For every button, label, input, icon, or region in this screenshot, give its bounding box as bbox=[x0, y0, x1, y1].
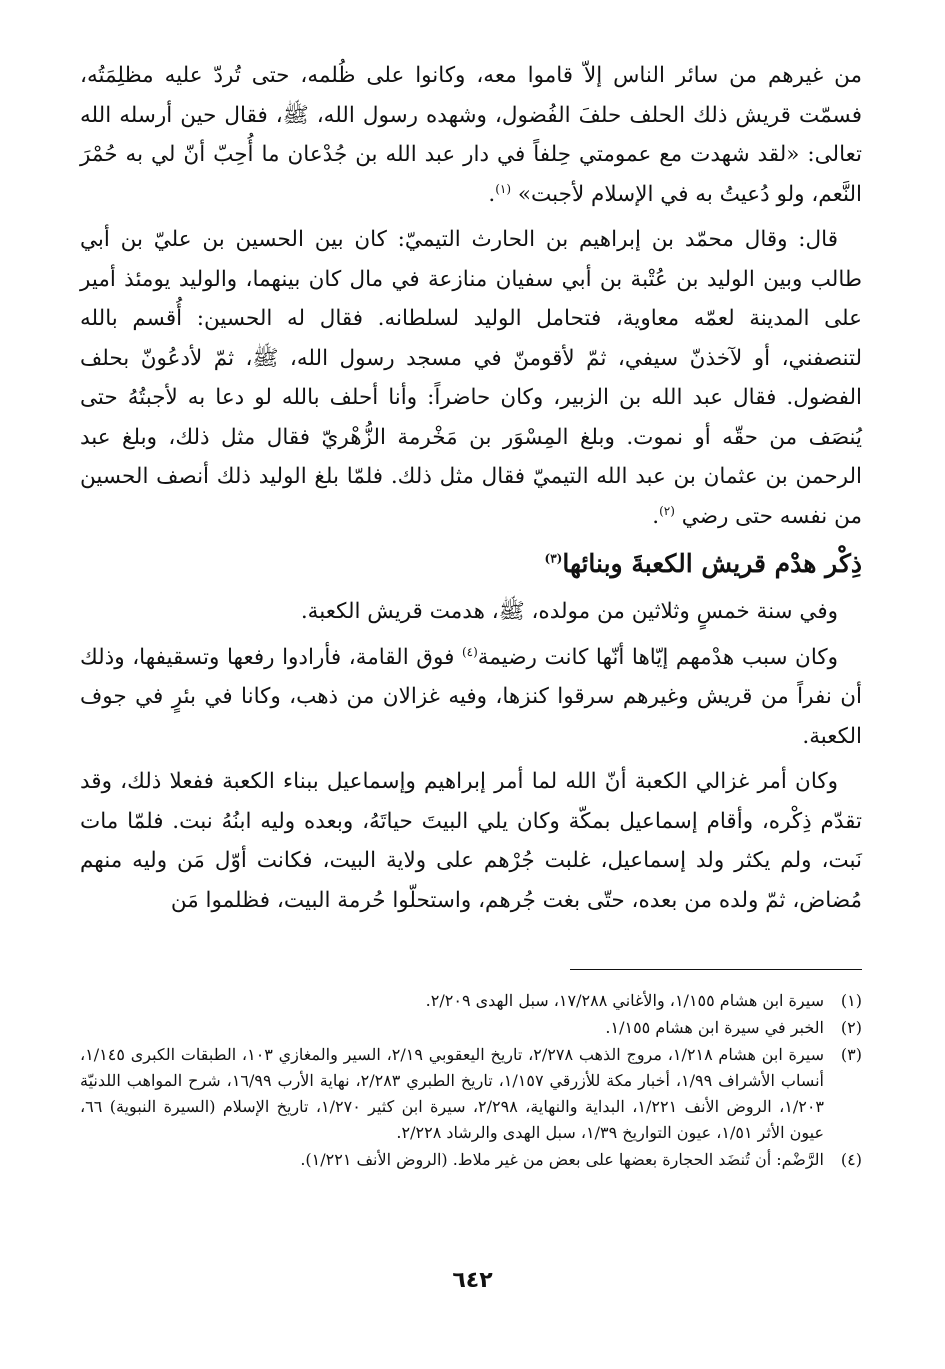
footnote-ref-2: (٢) bbox=[659, 503, 675, 518]
footnote-item bbox=[80, 1015, 862, 1041]
footnote-number: (٤) bbox=[840, 1150, 862, 1169]
paragraph-5: وكان أمر غزالي الكعبة أنّ الله لما أمر إبراهيم وإسماعيل ببناء الكعبة ففعلا ذلك، وقد تقدّم ذِكْره، وأقام إسماعيل بمكّة وكان يلي البيتَ حياتَهُ، وبعده وليه ابنُهُ نبت. فلمّا مات نَبت، ولم يكثر ولد إسماعيل، غلبت جُرْهم على ولاية البيت، فكانت أوّل مَن وليه منهم مُضاض، ثمّ ولده من بعده، حتّى بغت جُرهم، واستحلّوا حُرمة البيت، فظلموا مَن bbox=[80, 769, 862, 913]
paragraph-2: قال: وقال محمّد بن إبراهيم بن الحارث التيميّ: كان بين الحسين بن عليّ بن أبي طالب وبين الوليد بن عُتْبة بن أبي سفيان منازعة في مال كان بينهما، والوليد يومئذ أمير على المدينة لعمّه معاوية، فتحامل الوليد لسلطانه. فقال له الحسين: أُقسم بالله لتنصفني، أو لآخذنّ سيفي، ثمّ لأقومنّ في مسجد رسول الله، ﷺ، ثمّ لأدعُونّ بحلف الفضول. فقال عبد الله بن الزبير، وكان حاضراً: وأنا أحلف بالله لو دعا به لأجبتُهُ حتى يُنصَف من حقّه أو نموت. وبلغ المِسْوَر بن مَخْرمة الزُّهْريّ فقال مثل ذلك، وبلغ عبد الرحمن بن عثمان بن عبد الله التيميّ فقال مثل ذلك. فلمّا بلغ الوليد ذلك أنصف الحسين من نفسه حتى رضي $^{(٢)}$. bbox=[80, 227, 862, 529]
footnote-text: الرَّضْم: أن تُنضَد الحجارة بعضها على بعض من غير ملاط. (الروض الأنف ١/٢٢١). bbox=[300, 1150, 824, 1169]
footnote-number: (٢) bbox=[840, 1018, 862, 1037]
page-number: ٦٤٢ bbox=[452, 1268, 493, 1293]
footnotes bbox=[80, 988, 862, 1174]
footnote-text: الخبر في سيرة ابن هشام ١/١٥٥. bbox=[605, 1018, 824, 1037]
paragraph-4: وكان سبب هدْمهم إيّاها أنّها كانت رضيمة$^{(٤)}$ فوق القامة، فأرادوا رفعها وتسقيفها، وذلك أن نفراً من قريش وغيرهم سرقوا كنزها، وفيه غزالان من ذهب، وكانا في بئرٍ في جوف الكعبة. bbox=[80, 644, 862, 749]
footnote-separator bbox=[570, 969, 862, 970]
section-heading: ذِكْر هدْم قريش الكعبةَ وبنائها$^{(٣)}$ bbox=[544, 549, 862, 578]
paragraph-1: من غيرهم من سائر الناس إلاّ قاموا معه، وكانوا على ظُلمه، حتى تُردّ عليه مظلِمَتُه، فسمّت قريش ذلك الحلف حلفَ الفُضول، وشهده رسول الله، ﷺ، فقال حين أرسله الله تعالى: «لقد شهدت مع عمومتي حِلفاً في دار عبد الله بن جُدْعان ما أُحِبّ أنّ لي به حُمْرَ النَّعم، ولو دُعيتُ به في الإسلام لأجبت» $^{(١)}$. bbox=[80, 63, 862, 207]
footnote-number: (١) bbox=[840, 991, 862, 1010]
main-text bbox=[80, 56, 862, 926]
footnote-ref-4: (٤) bbox=[461, 644, 478, 659]
footnote-ref-3: (٣) bbox=[544, 551, 563, 566]
footnote-ref-1: (١) bbox=[495, 181, 512, 196]
footnote-item bbox=[80, 1147, 862, 1173]
footnote-item bbox=[80, 1042, 862, 1146]
footnote-text: سيرة ابن هشام ١/٢١٨، مروج الذهب ٢/٢٧٨، تاريخ اليعقوبي ٢/١٩، السير والمغازي ١٠٣، الطبقات الكبرى ١/١٤٥، أنساب الأشراف ١/٩٩، أخبار مكة للأزرقي ١/١٥٧، تاريخ الطبري ٢/٢٨٣، نهاية الأرب ١٦/٩٩، شرح المواهب اللدنيّة ١/٢٠٣، الروض الأنف ١/٢٢١، البداية والنهاية، ٢/٢٩٨، سيرة ابن كثير ١/٢٧٠، تاريخ الإسلام (السيرة النبوية) ٦٦، عيون الأثر ١/٥١، عيون التواريخ ١/٣٩، سبل الهدى والرشاد ٢/٢٢٨. bbox=[80, 1045, 825, 1142]
footnote-number: (٣) bbox=[840, 1045, 862, 1064]
footnote-item bbox=[80, 988, 862, 1014]
footnote-text: سيرة ابن هشام ١/١٥٥، والأغاني ١٧/٢٨٨، سبل الهدى ٢/٢٠٩. bbox=[425, 991, 824, 1010]
paragraph-3: وفي سنة خمسٍ وثلاثين من مولده، ﷺ، هدمت قريش الكعبة. bbox=[300, 599, 838, 624]
